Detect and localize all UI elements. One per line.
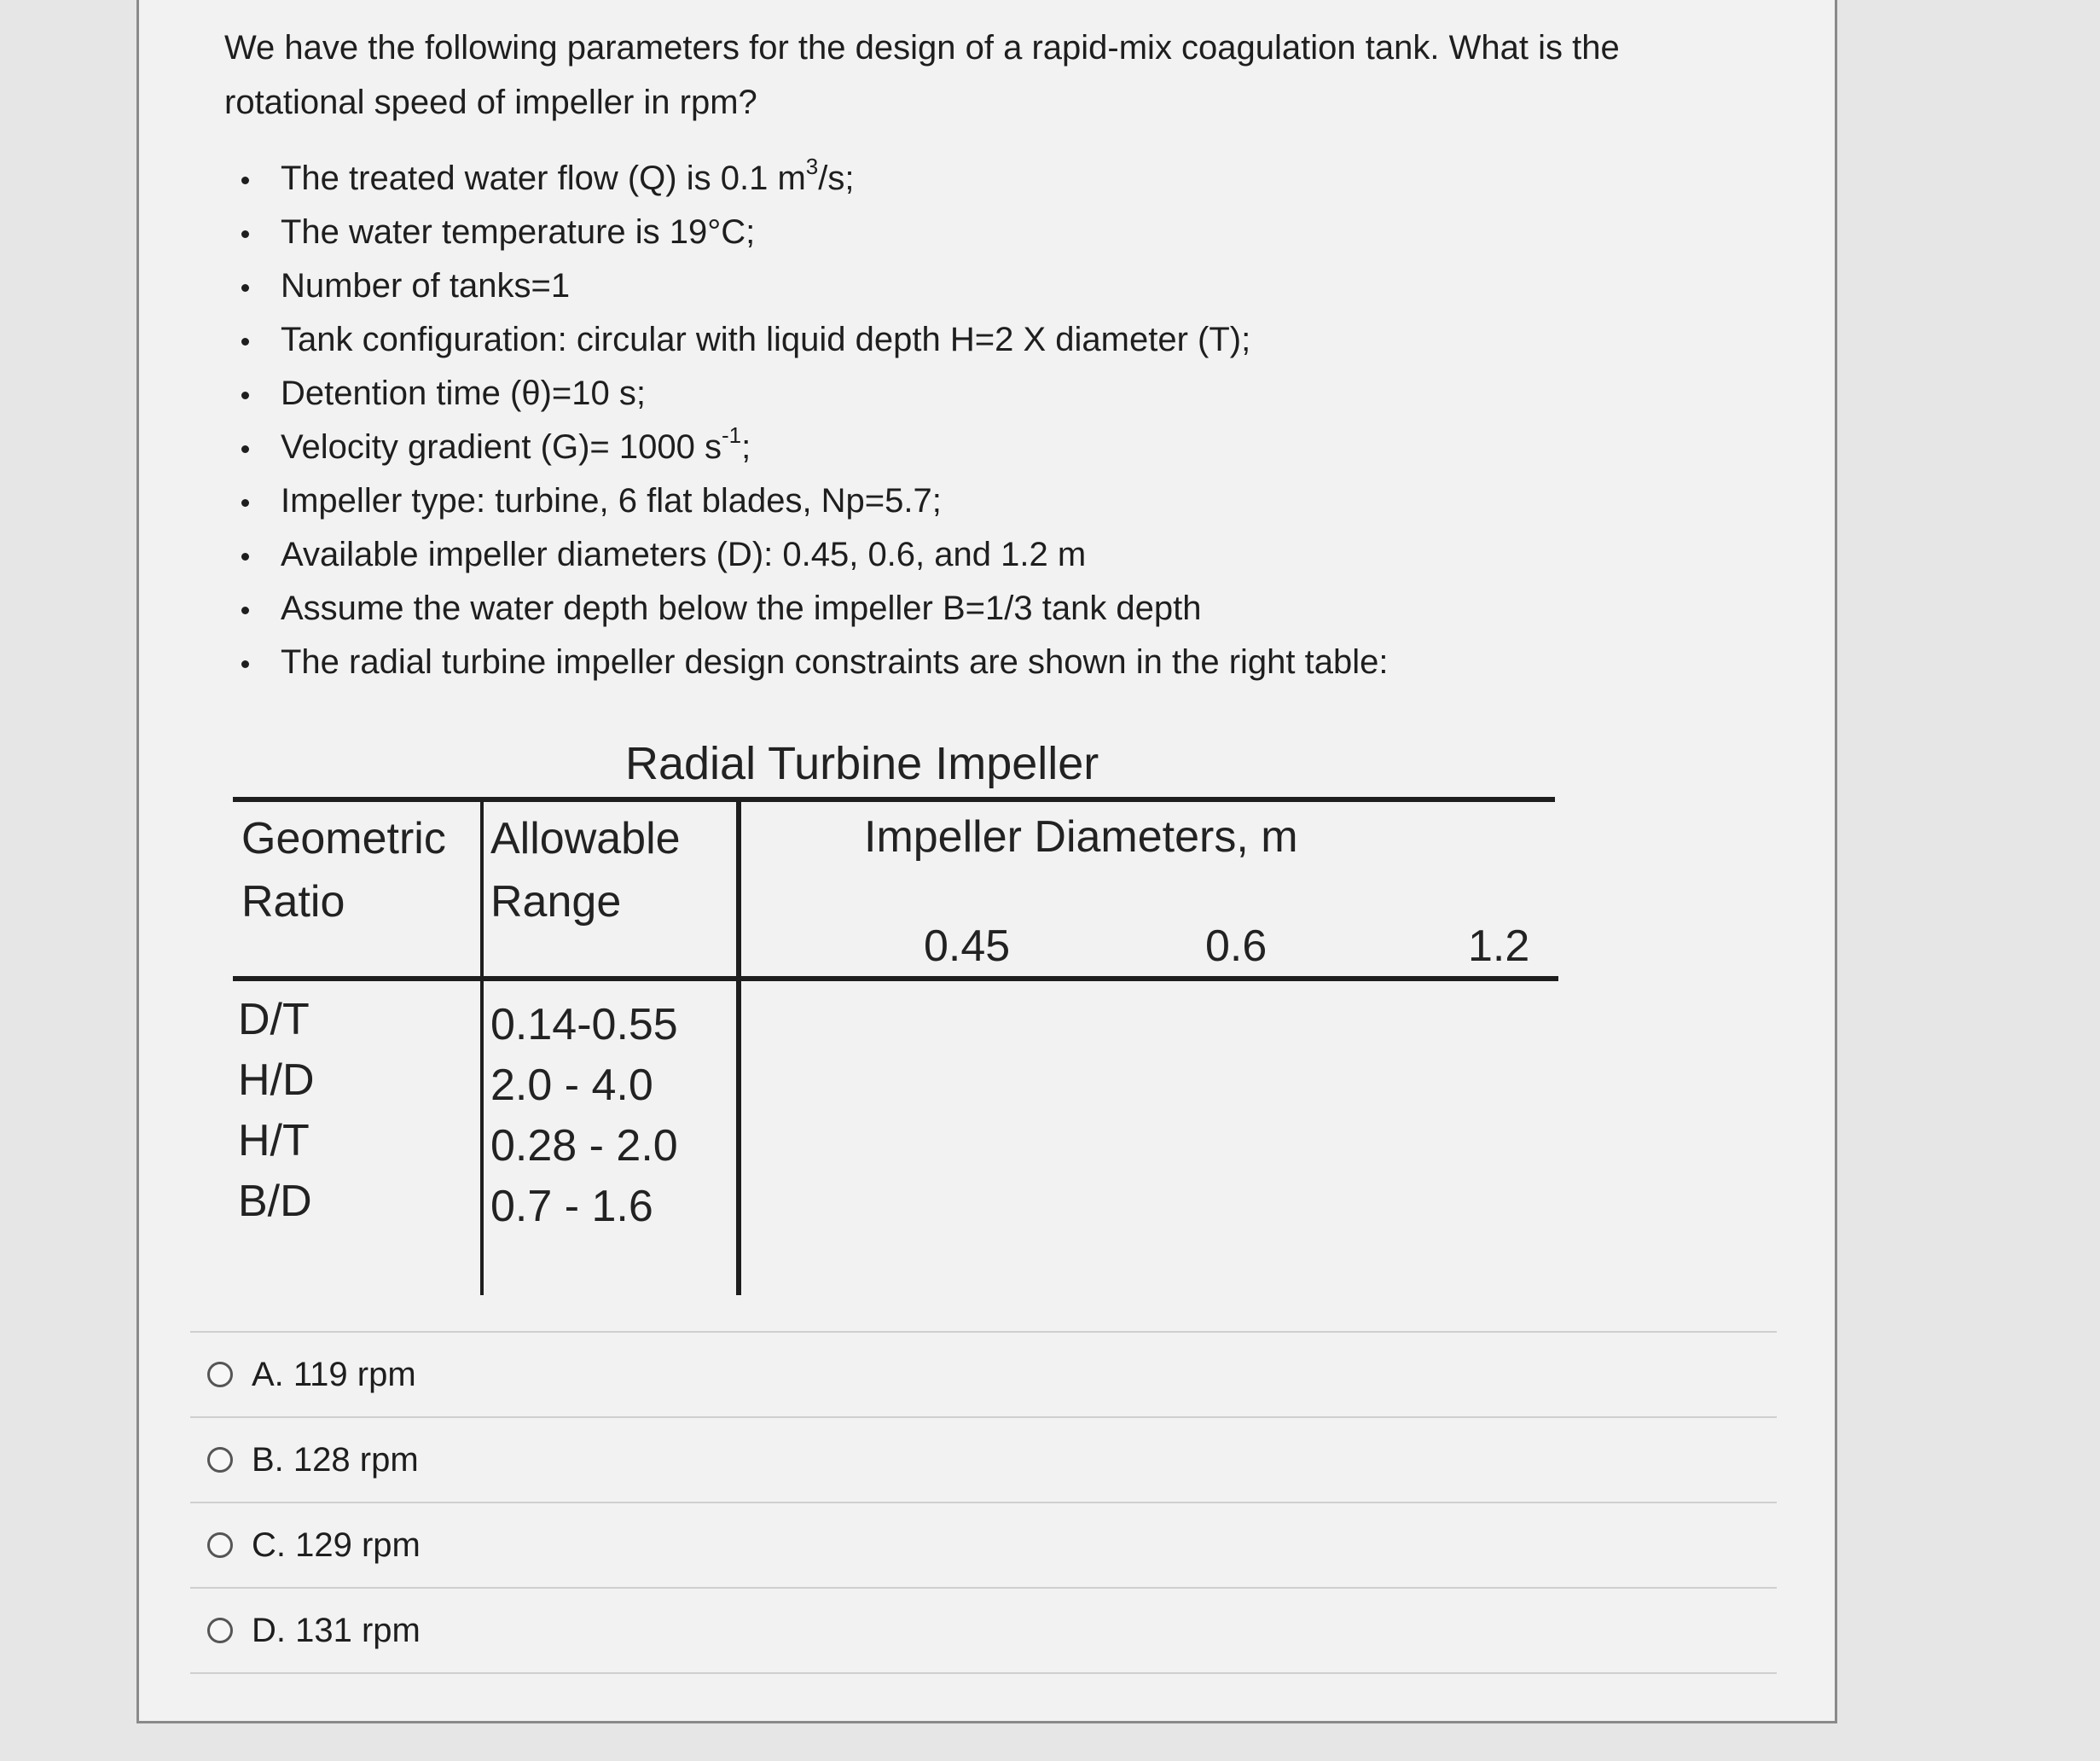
ratio-cell: H/T xyxy=(238,1116,310,1165)
radio-button[interactable] xyxy=(207,1362,233,1387)
option-label: B. 128 rpm xyxy=(252,1440,419,1479)
header-text: Allowable xyxy=(490,814,681,863)
parameter-item-diameters xyxy=(235,528,1388,582)
range-cell: 0.28 - 2.0 xyxy=(490,1121,678,1171)
option-label: C. 129 rpm xyxy=(252,1526,421,1564)
option-label: D. 131 rpm xyxy=(252,1611,421,1649)
parameter-text: Impeller type: turbine, 6 flat blades, Np=5.7; xyxy=(281,482,942,520)
parameter-item-impeller-type xyxy=(235,474,1388,528)
parameter-item-constraints xyxy=(235,636,1388,689)
options-divider xyxy=(190,1672,1777,1675)
parameter-text: Assume the water depth below the impeller B=1/3 tank depth xyxy=(281,590,1202,627)
header-allowable-range xyxy=(490,807,729,933)
parameter-list xyxy=(235,152,1388,689)
diameter-value: 1.2 xyxy=(1468,921,1530,971)
parameter-text: Velocity gradient (G)= 1000 s xyxy=(281,428,722,466)
parameter-text: Detention time (θ)=10 s; xyxy=(281,375,646,412)
question-line-2: rotational speed of impeller in rpm? xyxy=(224,84,757,121)
diameter-value: 0.45 xyxy=(924,921,1011,971)
parameter-text: The water temperature is 19°C; xyxy=(281,213,756,251)
parameter-item-velocity-gradient xyxy=(235,421,1388,474)
table-title: Radial Turbine Impeller xyxy=(625,738,1099,789)
radio-button[interactable] xyxy=(207,1447,233,1473)
answer-option-b[interactable] xyxy=(190,1416,1777,1502)
range-cell: 2.0 - 4.0 xyxy=(490,1061,653,1110)
header-text: Geometric xyxy=(241,814,446,863)
parameter-superscript: -1 xyxy=(721,421,742,448)
question-text xyxy=(224,20,1862,130)
header-text: Range xyxy=(490,877,622,927)
parameter-text: ; xyxy=(741,428,751,466)
parameter-item-detention xyxy=(235,367,1388,421)
parameter-item-water-depth xyxy=(235,582,1388,636)
parameter-item-flow xyxy=(235,152,1388,206)
option-label: A. 119 rpm xyxy=(252,1355,416,1393)
answer-options xyxy=(190,1331,1777,1675)
parameter-text: Number of tanks=1 xyxy=(281,267,571,305)
range-column xyxy=(490,995,729,1237)
impeller-constraints-table xyxy=(224,734,1555,1246)
parameter-text: Tank configuration: circular with liquid depth H=2 X diameter (T); xyxy=(281,321,1251,358)
answer-option-d[interactable] xyxy=(190,1587,1777,1672)
parameter-text: The radial turbine impeller design constraints are shown in the right table: xyxy=(281,643,1389,681)
parameter-item-tanks xyxy=(235,259,1388,313)
header-impeller-diameters: Impeller Diameters, m xyxy=(864,812,1298,862)
ratio-cell: H/D xyxy=(238,1055,315,1105)
answer-option-a[interactable] xyxy=(190,1331,1777,1416)
header-geometric-ratio xyxy=(241,807,480,933)
ratio-column xyxy=(238,990,477,1232)
table-header-rule xyxy=(233,976,1558,981)
table-top-rule xyxy=(233,797,1555,802)
ratio-cell: B/D xyxy=(238,1177,312,1226)
diameter-value: 0.6 xyxy=(1205,921,1268,971)
range-cell: 0.14-0.55 xyxy=(490,1000,678,1049)
range-cell: 0.7 - 1.6 xyxy=(490,1182,653,1231)
parameter-item-temperature xyxy=(235,206,1388,259)
answer-option-c[interactable] xyxy=(190,1502,1777,1587)
parameter-superscript: 3 xyxy=(805,153,819,179)
question-line-1: We have the following parameters for the design of a rapid-mix coagulation tank. What is the xyxy=(224,29,1620,67)
table-column-divider xyxy=(736,800,741,1295)
header-text: Ratio xyxy=(241,877,345,927)
parameter-item-configuration xyxy=(235,313,1388,367)
parameter-text: /s; xyxy=(818,160,855,197)
table-column-divider xyxy=(480,800,484,1295)
parameter-text: Available impeller diameters (D): 0.45, 0.6, and 1.2 m xyxy=(281,536,1087,573)
radio-button[interactable] xyxy=(207,1532,233,1558)
ratio-cell: D/T xyxy=(238,995,310,1044)
parameter-text: The treated water flow (Q) is 0.1 m xyxy=(281,160,806,197)
radio-button[interactable] xyxy=(207,1618,233,1643)
question-card xyxy=(136,0,1837,1723)
